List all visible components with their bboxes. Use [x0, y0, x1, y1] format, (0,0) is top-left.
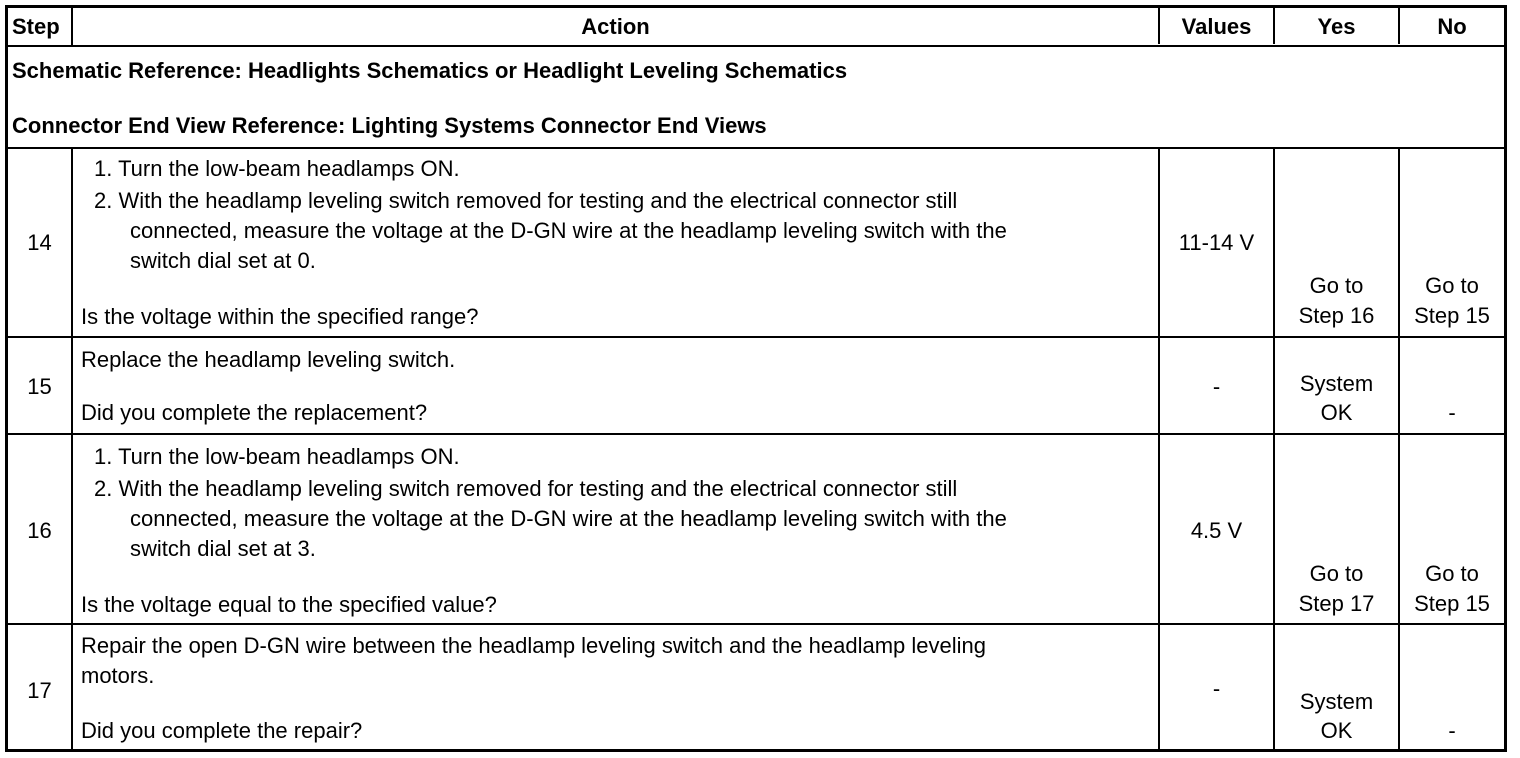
yes-result: OK [1320, 400, 1353, 425]
no-result: Step 15 [1414, 303, 1490, 328]
schematic-reference: Schematic Reference: Headlights Schematics or Headlight Leveling Schematics [12, 58, 848, 83]
instruction-item: 1. Turn the low-beam headlamps ON. [94, 156, 460, 181]
step-question: Is the voltage within the specified range? [81, 304, 479, 329]
step-instruction: Repair the open D-GN wire between the headlamp leveling switch and the headlamp leveling [81, 633, 986, 658]
row-rule-16 [8, 623, 1504, 625]
instruction-item: 1. Turn the low-beam headlamps ON. [94, 444, 460, 469]
instruction-continuation: connected, measure the voltage at the D-GN wire at the headlamp leveling switch with the [130, 218, 1007, 243]
instruction-item: 2. With the headlamp leveling switch removed for testing and the electrical connector still [94, 476, 958, 501]
step-instruction-continuation: motors. [81, 663, 155, 688]
no-result: Go to [1425, 273, 1479, 298]
no-result: - [1448, 718, 1456, 743]
header-action: Action [581, 14, 650, 39]
yes-result: Step 17 [1298, 591, 1375, 616]
step-value: - [1212, 676, 1221, 701]
row-rule-15 [8, 433, 1504, 435]
step-value: 11-14 V [1178, 230, 1255, 255]
column-divider-yes-body [1398, 147, 1400, 749]
header-step: Step [12, 14, 60, 39]
step-instruction: Replace the headlamp leveling switch. [81, 347, 456, 372]
yes-result: Go to [1309, 561, 1364, 586]
yes-result: OK [1320, 718, 1353, 743]
diagnostic-table [5, 5, 1507, 752]
yes-result: System [1299, 689, 1374, 714]
yes-result: Go to [1309, 273, 1364, 298]
column-divider-values-body [1273, 147, 1275, 749]
row-rule-14 [8, 336, 1504, 338]
header-yes: Yes [1317, 14, 1356, 39]
step-question: Did you complete the repair? [81, 718, 363, 743]
step-value: 4.5 V [1190, 518, 1243, 543]
no-result: - [1448, 400, 1456, 425]
instruction-continuation: switch dial set at 0. [130, 248, 316, 273]
header-values: Values [1181, 14, 1252, 39]
yes-result: Step 16 [1298, 303, 1375, 328]
reference-rule [8, 147, 1504, 149]
step-number: 14 [27, 230, 52, 255]
instruction-item: 2. With the headlamp leveling switch removed for testing and the electrical connector still [94, 188, 958, 213]
connector-reference: Connector End View Reference: Lighting Systems Connector End Views [12, 113, 767, 138]
header-rule [8, 45, 1504, 47]
instruction-continuation: switch dial set at 3. [130, 536, 316, 561]
step-number: 16 [27, 518, 52, 543]
step-value: - [1212, 374, 1221, 399]
instruction-continuation: connected, measure the voltage at the D-GN wire at the headlamp leveling switch with the [130, 506, 1007, 531]
step-number: 17 [27, 678, 52, 703]
no-result: Step 15 [1414, 591, 1490, 616]
header-no: No [1437, 14, 1467, 39]
step-number: 15 [27, 374, 52, 399]
step-question: Did you complete the replacement? [81, 400, 428, 425]
no-result: Go to [1425, 561, 1479, 586]
step-question: Is the voltage equal to the specified value? [81, 592, 497, 617]
yes-result: System [1299, 371, 1374, 396]
